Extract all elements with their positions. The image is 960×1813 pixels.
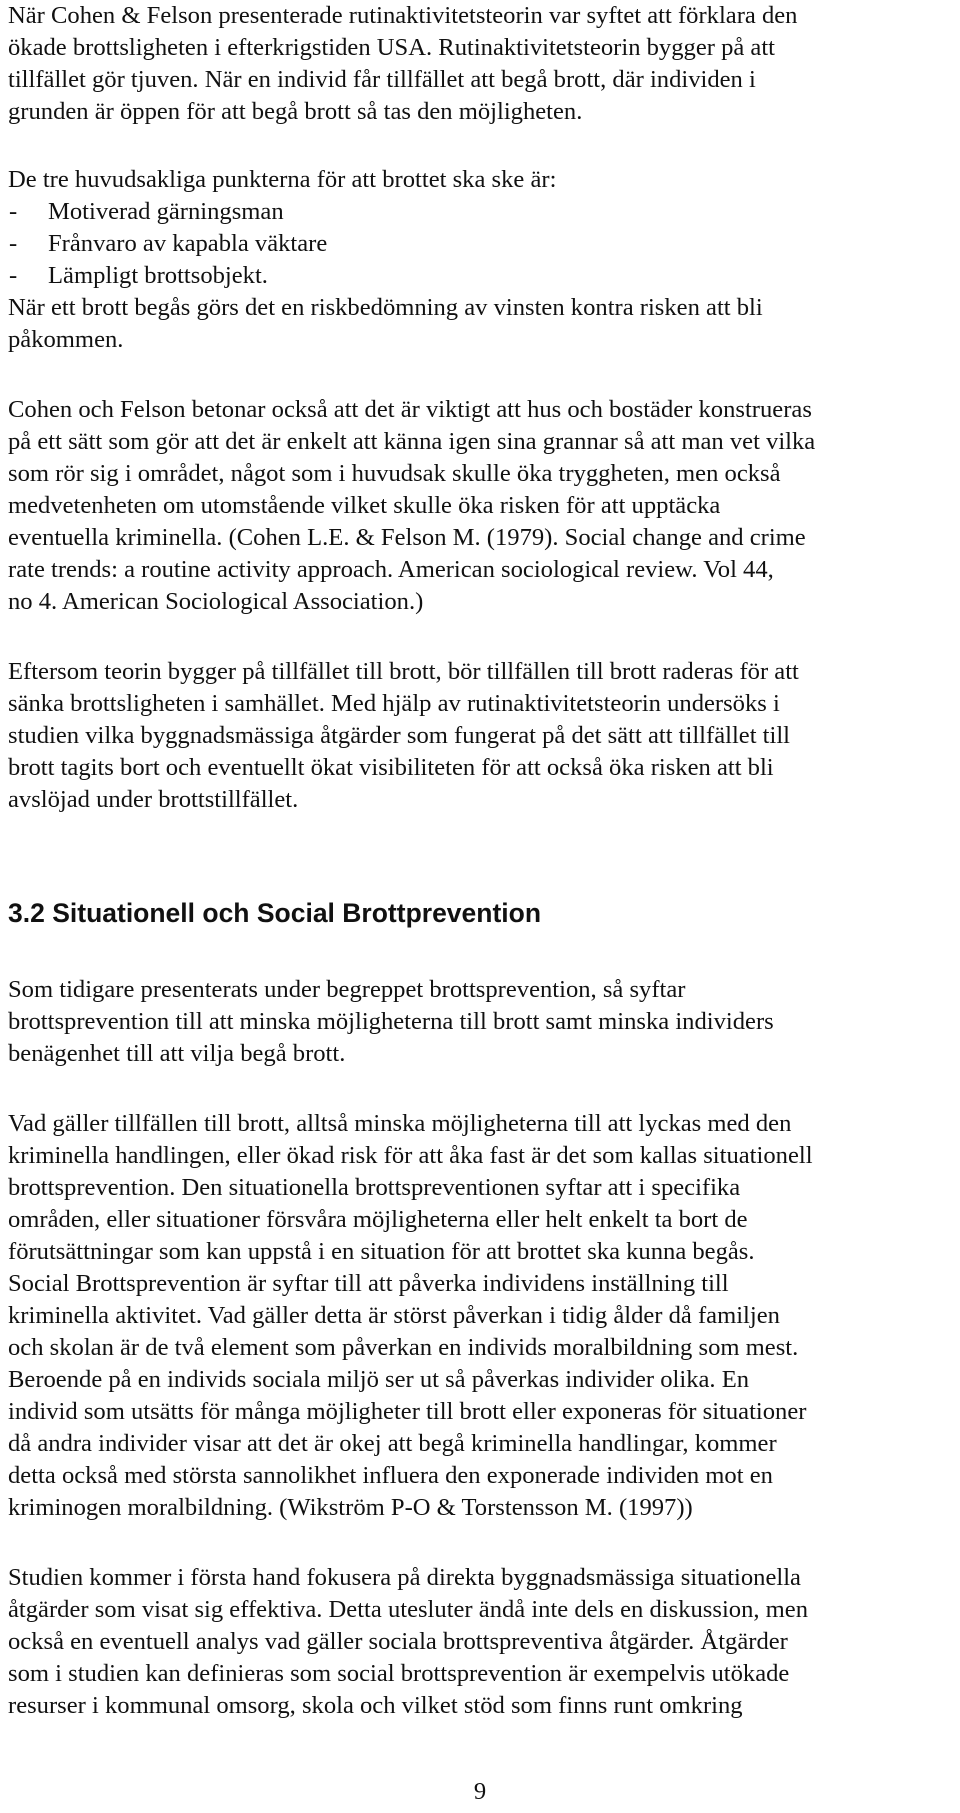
text-line: påkommen. [8,326,124,353]
text-line: studien vilka byggnadsmässiga åtgärder som fungerat på det sätt att tillfället till [8,722,791,749]
text-line: brottsprevention. Den situationella brottspreventionen syftar att i specifika [8,1174,741,1201]
text-line: De tre huvudsakliga punkterna för att brottet ska ske är: [8,166,557,193]
text-line: Som tidigare presenterats under begreppet brottsprevention, så syftar [8,976,686,1003]
text-line: individ som utsätts för många möjligheter till brott eller exponeras för situationer [8,1398,807,1425]
text-line: brott tagits bort och eventuellt ökat visibiliteten för att också öka risken att bli [8,754,774,781]
text-line: tillfället gör tjuven. När en individ får tillfället att begå brott, där individen i [8,66,756,93]
text-line: områden, eller situationer försvåra möjligheterna eller helt enkelt ta bort de [8,1206,748,1233]
text-line: Beroende på en individs sociala miljö ser ut så påverkas individer olika. En [8,1366,750,1393]
bullet-marker: - [9,262,18,289]
text-line: ökade brottsligheten i efterkrigstiden USA. Rutinaktivitetsteorin bygger på att [8,34,776,61]
text-line: kriminogen moralbildning. (Wikström P-O & Torstensson M. (1997)) [8,1494,693,1521]
bullet-marker: - [9,230,18,257]
text-line: eventuella kriminella. (Cohen L.E. & Felson M. (1979). Social change and crime [8,524,806,551]
text-line: När ett brott begås görs det en riskbedömning av vinsten kontra risken att bli [8,294,763,321]
text-line: som i studien kan definieras som social brottsprevention är exempelvis utökade [8,1660,790,1687]
text-line: också en eventuell analys vad gäller sociala brottspreventiva åtgärder. Åtgärder [8,1628,788,1655]
text-line: åtgärder som visat sig effektiva. Detta utesluter ändå inte dels en diskussion, men [8,1596,809,1623]
text-line: Cohen och Felson betonar också att det är viktigt att hus och bostäder konstrueras [8,396,812,423]
section-heading: 3.2 Situationell och Social Brottprevention [8,898,542,928]
text-line: medvetenheten om utomstående vilket skulle öka risken för att upptäcka [8,492,721,519]
text-line: som rör sig i området, något som i huvudsak skulle öka tryggheten, men också [8,460,781,487]
bullet-text: Motiverad gärningsman [48,198,284,225]
text-line: på ett sätt som gör att det är enkelt att känna igen sina grannar så att man vet vilka [8,428,816,455]
text-line: När Cohen & Felson presenterade rutinaktivitetsteorin var syftet att förklara den [8,2,798,29]
text-line: förutsättningar som kan uppstå i en situation för att brottet ska kunna begås. [8,1238,755,1265]
text-line: kriminella handlingen, eller ökad risk för att åka fast är det som kallas situationell [8,1142,813,1169]
text-line: sänka brottsligheten i samhället. Med hjälp av rutinaktivitetsteorin undersöks i [8,690,780,717]
text-line: rate trends: a routine activity approach. American sociological review. Vol 44, [8,556,774,583]
page-number: 9 [473,1778,487,1805]
text-line: Vad gäller tillfällen till brott, alltså minska möjligheterna till att lyckas med den [8,1110,792,1137]
text-line: resurser i kommunal omsorg, skola och vilket stöd som finns runt omkring [8,1692,743,1719]
text-line: Social Brottsprevention är syftar till att påverka individens inställning till [8,1270,729,1297]
text-line: och skolan är de två element som påverkan en individs moralbildning som mest. [8,1334,799,1361]
text-line: no 4. American Sociological Association.) [8,588,424,615]
text-line: Studien kommer i första hand fokusera på direkta byggnadsmässiga situationella [8,1564,801,1591]
bullet-marker: - [9,198,18,225]
text-line: detta också med största sannolikhet influera den exponerade individen mot en [8,1462,773,1489]
text-line: avslöjad under brottstillfället. [8,786,299,813]
bullet-text: Lämpligt brottsobjekt. [48,262,268,289]
text-line: benägenhet till att vilja begå brott. [8,1040,346,1067]
text-line: Eftersom teorin bygger på tillfället till brott, bör tillfällen till brott raderas för att [8,658,799,685]
text-line: grunden är öppen för att begå brott så tas den möjligheten. [8,98,583,125]
text-line: då andra individer visar att det är okej att begå kriminella handlingar, kommer [8,1430,777,1457]
bullet-text: Frånvaro av kapabla väktare [48,230,328,257]
text-line: kriminella aktivitet. Vad gäller detta är störst påverkan i tidig ålder då familjen [8,1302,780,1329]
text-line: brottsprevention till att minska möjligheterna till brott samt minska individers [8,1008,774,1035]
